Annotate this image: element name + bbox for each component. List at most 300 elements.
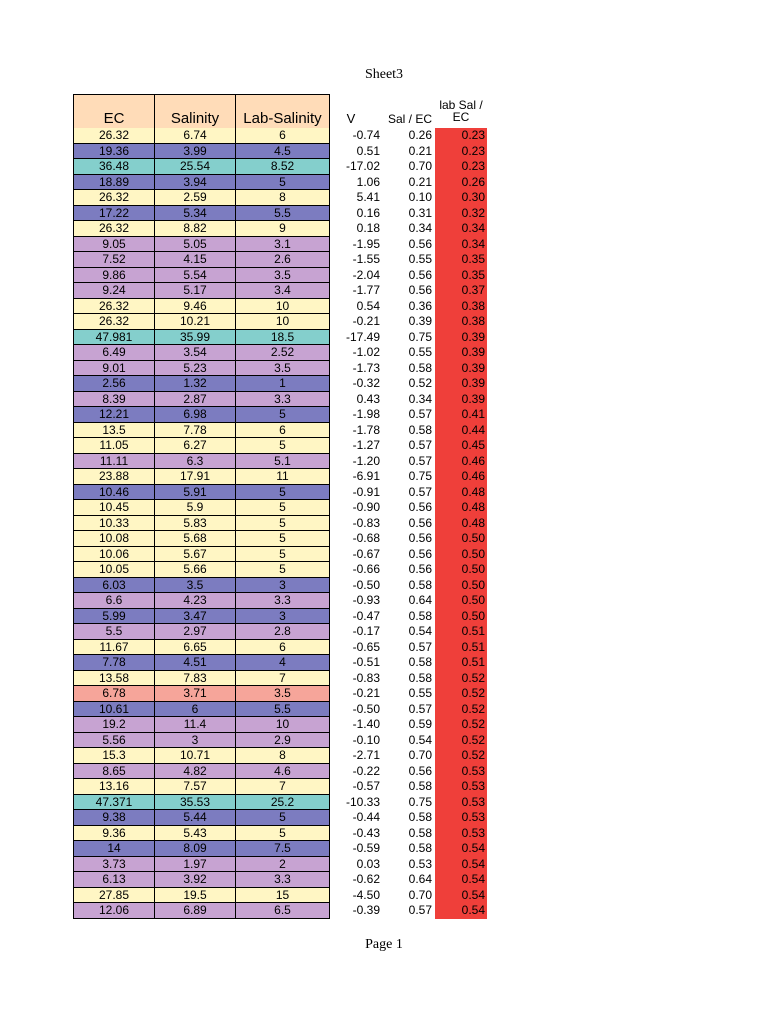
cell-lab-salinity: 3.1 (235, 237, 330, 253)
cell-sal-ec: 0.54 (408, 732, 432, 747)
table-row (0, 562, 768, 578)
cell-salinity: 5.83 (154, 516, 236, 532)
cell-sal-ec: 0.58 (408, 825, 432, 840)
table-row (0, 764, 768, 780)
cell-lab-sal-ec: 0.50 (435, 562, 487, 578)
cell-ec: 26.32 (73, 299, 155, 315)
cell-lab-salinity: 3 (235, 578, 330, 594)
cell-v: -1.02 (352, 345, 380, 359)
cell-lab-sal-ec: 0.46 (435, 454, 487, 470)
cell-v: -0.74 (352, 128, 380, 142)
table-row (0, 392, 768, 408)
cell-lab-salinity: 3.5 (235, 686, 330, 702)
table-row (0, 144, 768, 160)
cell-sal-ec: 0.57 (408, 701, 432, 716)
cell-salinity: 6.98 (154, 407, 236, 423)
cell-v: -0.65 (352, 639, 380, 654)
cell-salinity: 3.47 (154, 609, 236, 625)
cell-salinity: 6.89 (154, 903, 236, 919)
cell-sal-ec: 0.53 (408, 856, 432, 871)
cell-lab-sal-ec: 0.38 (435, 314, 487, 330)
cell-salinity: 3 (154, 733, 236, 749)
cell-v: -0.51 (352, 655, 380, 669)
table-row (0, 826, 768, 842)
cell-salinity: 6 (154, 702, 236, 718)
cell-sal-ec: 0.54 (408, 624, 432, 638)
cell-lab-sal-ec: 0.52 (435, 733, 487, 749)
table-row (0, 624, 768, 640)
cell-v: -17.49 (345, 329, 380, 344)
cell-lab-salinity: 3.5 (235, 268, 330, 284)
cell-sal-ec: 0.56 (408, 562, 432, 576)
cell-ec: 11.05 (73, 438, 155, 454)
cell-v: 0.03 (356, 856, 380, 871)
cell-sal-ec: 0.58 (408, 841, 432, 855)
cell-v: -1.73 (352, 360, 380, 375)
cell-lab-salinity: 2 (235, 857, 330, 873)
table-row (0, 593, 768, 609)
cell-lab-sal-ec: 0.54 (435, 857, 487, 873)
table-row (0, 748, 768, 764)
cell-lab-salinity: 3.3 (235, 392, 330, 408)
page-footer: Page 1 (365, 937, 403, 952)
table-row (0, 283, 768, 299)
cell-lab-sal-ec: 0.39 (435, 361, 487, 377)
cell-sal-ec: 0.10 (408, 190, 432, 204)
cell-v: -17.02 (345, 159, 380, 173)
cell-lab-salinity: 6.5 (235, 903, 330, 919)
cell-ec: 8.39 (73, 392, 155, 408)
cell-lab-sal-ec: 0.23 (435, 159, 487, 175)
cell-v: -0.39 (352, 903, 380, 917)
cell-salinity: 7.83 (154, 671, 236, 687)
cell-ec: 7.78 (73, 655, 155, 671)
cell-ec: 12.06 (73, 903, 155, 919)
cell-v: 0.51 (356, 143, 380, 158)
cell-ec: 9.01 (73, 361, 155, 377)
cell-sal-ec: 0.55 (408, 252, 432, 266)
table-row (0, 888, 768, 904)
cell-lab-salinity: 5 (235, 516, 330, 532)
cell-ec: 6.6 (73, 593, 155, 609)
cell-sal-ec: 0.57 (408, 903, 432, 917)
cell-sal-ec: 0.57 (408, 438, 432, 452)
cell-ec: 3.73 (73, 857, 155, 873)
cell-salinity: 8.09 (154, 841, 236, 857)
cell-v: -1.55 (352, 252, 380, 266)
cell-lab-salinity: 5 (235, 407, 330, 423)
cell-lab-salinity: 5 (235, 485, 330, 501)
cell-salinity: 5.66 (154, 562, 236, 578)
sheet-title: Sheet3 (364, 67, 404, 82)
table-row (0, 252, 768, 268)
cell-lab-salinity: 10 (235, 717, 330, 733)
cell-lab-sal-ec: 0.23 (435, 128, 487, 144)
header-ec: EC (73, 94, 155, 128)
cell-sal-ec: 0.75 (408, 329, 432, 344)
cell-lab-salinity: 8 (235, 190, 330, 206)
cell-lab-sal-ec: 0.53 (435, 810, 487, 826)
cell-lab-salinity: 10 (235, 299, 330, 315)
cell-salinity: 19.5 (154, 888, 236, 904)
cell-v: -0.68 (352, 531, 380, 545)
cell-lab-sal-ec: 0.54 (435, 841, 487, 857)
table-row (0, 345, 768, 361)
cell-sal-ec: 0.56 (408, 236, 432, 251)
cell-lab-salinity: 18.5 (235, 330, 330, 346)
table-row (0, 578, 768, 594)
cell-lab-salinity: 6 (235, 128, 330, 144)
table-row (0, 190, 768, 206)
cell-lab-sal-ec: 0.54 (435, 888, 487, 904)
cell-salinity: 11.4 (154, 717, 236, 733)
cell-v: 1.06 (356, 174, 380, 189)
cell-lab-salinity: 6 (235, 423, 330, 439)
cell-lab-sal-ec: 0.46 (435, 469, 487, 485)
cell-lab-salinity: 7 (235, 671, 330, 687)
table-row (0, 268, 768, 284)
cell-sal-ec: 0.57 (408, 407, 432, 421)
cell-lab-salinity: 25.2 (235, 795, 330, 811)
cell-lab-sal-ec: 0.48 (435, 500, 487, 516)
cell-salinity: 5.43 (154, 826, 236, 842)
table-row (0, 717, 768, 733)
table-row (0, 857, 768, 873)
cell-v: -1.77 (352, 283, 380, 297)
header-lab-sal-ec-line1: lab Sal / (439, 98, 483, 112)
cell-lab-sal-ec: 0.45 (435, 438, 487, 454)
cell-ec: 6.78 (73, 686, 155, 702)
cell-sal-ec: 0.56 (408, 267, 432, 282)
cell-sal-ec: 0.58 (408, 608, 432, 623)
cell-lab-salinity: 5.5 (235, 206, 330, 222)
cell-lab-salinity: 3.3 (235, 872, 330, 888)
cell-lab-sal-ec: 0.39 (435, 330, 487, 346)
cell-sal-ec: 0.75 (408, 469, 432, 483)
cell-lab-sal-ec: 0.53 (435, 795, 487, 811)
cell-salinity: 25.54 (154, 159, 236, 175)
cell-v: -0.32 (352, 376, 380, 390)
cell-salinity: 4.15 (154, 252, 236, 268)
cell-v: -0.83 (352, 515, 380, 530)
cell-sal-ec: 0.58 (408, 360, 432, 375)
cell-sal-ec: 0.55 (408, 686, 432, 700)
cell-ec: 10.05 (73, 562, 155, 578)
table-row (0, 640, 768, 656)
table-row (0, 469, 768, 485)
cell-ec: 9.86 (73, 268, 155, 284)
cell-v: -1.78 (352, 422, 380, 437)
cell-sal-ec: 0.58 (408, 422, 432, 437)
cell-salinity: 4.82 (154, 764, 236, 780)
cell-salinity: 10.21 (154, 314, 236, 330)
cell-ec: 13.16 (73, 779, 155, 795)
cell-ec: 27.85 (73, 888, 155, 904)
cell-v: -0.43 (352, 825, 380, 840)
cell-salinity: 3.92 (154, 872, 236, 888)
header-v: V (346, 111, 356, 126)
cell-ec: 8.65 (73, 764, 155, 780)
cell-salinity: 3.99 (154, 144, 236, 160)
cell-v: -0.50 (352, 577, 380, 592)
cell-lab-sal-ec: 0.52 (435, 671, 487, 687)
cell-v: 0.54 (356, 298, 380, 313)
cell-sal-ec: 0.56 (408, 283, 432, 297)
cell-lab-salinity: 5 (235, 826, 330, 842)
cell-lab-sal-ec: 0.35 (435, 268, 487, 284)
cell-lab-salinity: 5 (235, 562, 330, 578)
cell-lab-salinity: 3.4 (235, 283, 330, 299)
cell-ec: 47.371 (73, 795, 155, 811)
cell-lab-sal-ec: 0.26 (435, 175, 487, 191)
data-table (0, 128, 768, 919)
cell-lab-sal-ec: 0.39 (435, 345, 487, 361)
cell-salinity: 3.5 (154, 578, 236, 594)
cell-lab-sal-ec: 0.23 (435, 144, 487, 160)
cell-lab-sal-ec: 0.35 (435, 252, 487, 268)
cell-sal-ec: 0.64 (408, 872, 432, 886)
cell-lab-salinity: 5 (235, 438, 330, 454)
table-row (0, 671, 768, 687)
cell-ec: 11.11 (73, 454, 155, 470)
cell-v: 0.43 (356, 391, 380, 406)
cell-salinity: 35.99 (154, 330, 236, 346)
cell-lab-sal-ec: 0.52 (435, 717, 487, 733)
table-row (0, 330, 768, 346)
table-row (0, 779, 768, 795)
cell-salinity: 17.91 (154, 469, 236, 485)
cell-lab-salinity: 5 (235, 547, 330, 563)
cell-ec: 10.08 (73, 531, 155, 547)
cell-ec: 36.48 (73, 159, 155, 175)
cell-sal-ec: 0.52 (408, 376, 432, 390)
cell-lab-sal-ec: 0.52 (435, 702, 487, 718)
table-row (0, 206, 768, 222)
cell-v: -0.90 (352, 500, 380, 514)
cell-lab-salinity: 8 (235, 748, 330, 764)
cell-salinity: 5.17 (154, 283, 236, 299)
cell-sal-ec: 0.56 (408, 500, 432, 514)
table-row (0, 702, 768, 718)
cell-lab-sal-ec: 0.34 (435, 237, 487, 253)
cell-ec: 14 (73, 841, 155, 857)
cell-lab-sal-ec: 0.53 (435, 826, 487, 842)
cell-v: -2.04 (352, 267, 380, 282)
cell-ec: 6.03 (73, 578, 155, 594)
cell-salinity: 5.05 (154, 237, 236, 253)
cell-sal-ec: 0.58 (408, 577, 432, 592)
cell-lab-sal-ec: 0.53 (435, 779, 487, 795)
cell-v: -4.50 (352, 887, 380, 902)
cell-v: -0.10 (352, 732, 380, 747)
cell-ec: 11.67 (73, 640, 155, 656)
cell-lab-sal-ec: 0.51 (435, 640, 487, 656)
cell-ec: 2.56 (73, 376, 155, 392)
table-row (0, 361, 768, 377)
cell-lab-salinity: 15 (235, 888, 330, 904)
cell-lab-salinity: 2.8 (235, 624, 330, 640)
cell-sal-ec: 0.21 (408, 174, 432, 189)
cell-salinity: 6.74 (154, 128, 236, 144)
table-row (0, 221, 768, 237)
cell-salinity: 3.94 (154, 175, 236, 191)
cell-salinity: 5.67 (154, 547, 236, 563)
cell-v: -0.67 (352, 546, 380, 561)
cell-lab-salinity: 5 (235, 500, 330, 516)
table-row (0, 655, 768, 671)
table-row (0, 841, 768, 857)
cell-lab-salinity: 7 (235, 779, 330, 795)
cell-lab-salinity: 4.5 (235, 144, 330, 160)
cell-salinity: 7.57 (154, 779, 236, 795)
cell-salinity: 1.32 (154, 376, 236, 392)
cell-sal-ec: 0.58 (408, 779, 432, 793)
cell-ec: 10.61 (73, 702, 155, 718)
cell-v: -0.83 (352, 670, 380, 685)
table-row (0, 299, 768, 315)
cell-ec: 47.981 (73, 330, 155, 346)
header-sal-ec: Sal / EC (387, 112, 432, 126)
cell-salinity: 5.44 (154, 810, 236, 826)
cell-sal-ec: 0.56 (408, 531, 432, 545)
cell-lab-salinity: 10 (235, 314, 330, 330)
table-row (0, 733, 768, 749)
cell-v: -0.22 (352, 763, 380, 778)
cell-ec: 18.89 (73, 175, 155, 191)
cell-sal-ec: 0.36 (408, 298, 432, 313)
cell-sal-ec: 0.26 (408, 128, 432, 142)
cell-ec: 9.24 (73, 283, 155, 299)
cell-lab-salinity: 2.6 (235, 252, 330, 268)
header-lab-sal-ec (432, 99, 490, 123)
cell-lab-sal-ec: 0.52 (435, 686, 487, 702)
cell-sal-ec: 0.56 (408, 515, 432, 530)
table-row (0, 159, 768, 175)
cell-salinity: 4.51 (154, 655, 236, 671)
header-salinity: Salinity (154, 94, 236, 128)
cell-ec: 6.13 (73, 872, 155, 888)
cell-lab-salinity: 9 (235, 221, 330, 237)
cell-v: -0.57 (352, 779, 380, 793)
cell-ec: 17.22 (73, 206, 155, 222)
cell-lab-salinity: 7.5 (235, 841, 330, 857)
cell-ec: 9.05 (73, 237, 155, 253)
cell-salinity: 5.34 (154, 206, 236, 222)
cell-lab-salinity: 4 (235, 655, 330, 671)
cell-ec: 10.06 (73, 547, 155, 563)
cell-ec: 26.32 (73, 314, 155, 330)
cell-v: -6.91 (352, 469, 380, 483)
cell-lab-sal-ec: 0.53 (435, 764, 487, 780)
cell-salinity: 6.3 (154, 454, 236, 470)
cell-lab-salinity: 11 (235, 469, 330, 485)
cell-sal-ec: 0.39 (408, 314, 432, 328)
table-row (0, 128, 768, 144)
cell-lab-sal-ec: 0.50 (435, 578, 487, 594)
cell-v: -0.50 (352, 701, 380, 716)
cell-v: -0.17 (352, 624, 380, 638)
cell-salinity: 6.27 (154, 438, 236, 454)
cell-ec: 26.32 (73, 190, 155, 206)
table-row (0, 547, 768, 563)
cell-ec: 26.32 (73, 128, 155, 144)
cell-sal-ec: 0.21 (408, 143, 432, 158)
cell-sal-ec: 0.57 (408, 453, 432, 468)
cell-sal-ec: 0.58 (408, 810, 432, 824)
cell-v: 0.16 (356, 205, 380, 220)
cell-v: -0.21 (352, 314, 380, 328)
cell-sal-ec: 0.70 (408, 887, 432, 902)
cell-v: -0.47 (352, 608, 380, 623)
cell-v: -0.66 (352, 562, 380, 576)
cell-v: -1.98 (352, 407, 380, 421)
cell-v: -0.59 (352, 841, 380, 855)
table-row (0, 175, 768, 191)
cell-v: -1.95 (352, 236, 380, 251)
cell-v: -0.93 (352, 593, 380, 607)
cell-salinity: 3.54 (154, 345, 236, 361)
cell-ec: 13.58 (73, 671, 155, 687)
cell-lab-sal-ec: 0.50 (435, 531, 487, 547)
cell-salinity: 35.53 (154, 795, 236, 811)
cell-lab-sal-ec: 0.50 (435, 609, 487, 625)
cell-ec: 10.45 (73, 500, 155, 516)
cell-sal-ec: 0.31 (408, 205, 432, 220)
table-row (0, 438, 768, 454)
table-row (0, 516, 768, 532)
cell-lab-sal-ec: 0.38 (435, 299, 487, 315)
table-row (0, 423, 768, 439)
table-row (0, 795, 768, 811)
cell-salinity: 7.78 (154, 423, 236, 439)
cell-ec: 5.56 (73, 733, 155, 749)
cell-salinity: 1.97 (154, 857, 236, 873)
cell-v: -1.40 (352, 717, 380, 731)
cell-salinity: 5.9 (154, 500, 236, 516)
header-lab-salinity: Lab-Salinity (235, 94, 330, 128)
cell-lab-salinity: 8.52 (235, 159, 330, 175)
cell-ec: 19.36 (73, 144, 155, 160)
cell-ec: 5.5 (73, 624, 155, 640)
cell-lab-salinity: 5 (235, 175, 330, 191)
cell-ec: 10.46 (73, 485, 155, 501)
cell-lab-salinity: 5 (235, 810, 330, 826)
cell-ec: 23.88 (73, 469, 155, 485)
table-row (0, 531, 768, 547)
cell-v: -0.91 (352, 484, 380, 499)
table-row (0, 407, 768, 423)
table-row (0, 500, 768, 516)
cell-salinity: 4.23 (154, 593, 236, 609)
cell-lab-salinity: 2.9 (235, 733, 330, 749)
table-row (0, 237, 768, 253)
cell-lab-sal-ec: 0.50 (435, 547, 487, 563)
cell-sal-ec: 0.58 (408, 655, 432, 669)
cell-ec: 15.3 (73, 748, 155, 764)
cell-lab-sal-ec: 0.50 (435, 593, 487, 609)
cell-sal-ec: 0.64 (408, 593, 432, 607)
cell-lab-sal-ec: 0.51 (435, 624, 487, 640)
cell-lab-sal-ec: 0.41 (435, 407, 487, 423)
cell-lab-sal-ec: 0.37 (435, 283, 487, 299)
cell-v: -10.33 (345, 794, 380, 809)
cell-lab-salinity: 6 (235, 640, 330, 656)
cell-salinity: 8.82 (154, 221, 236, 237)
table-row (0, 314, 768, 330)
table-row (0, 872, 768, 888)
cell-v: -1.27 (352, 438, 380, 452)
cell-lab-salinity: 5 (235, 531, 330, 547)
